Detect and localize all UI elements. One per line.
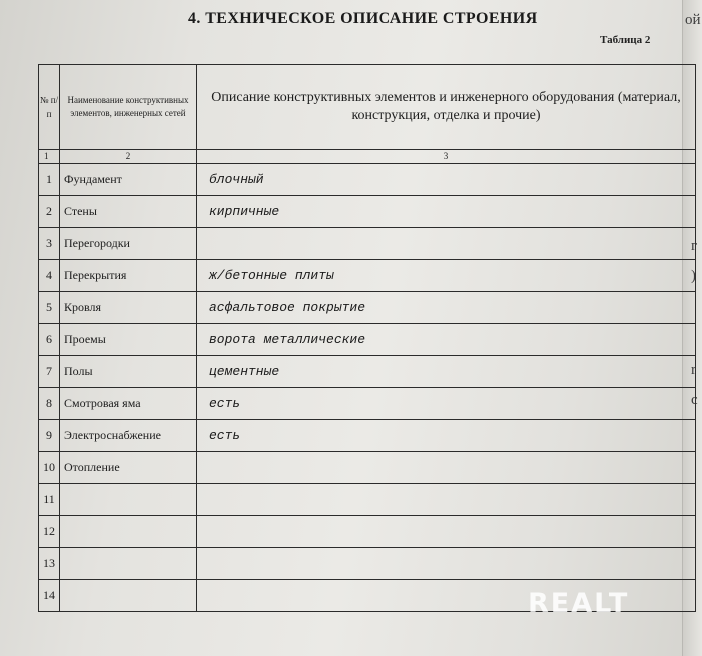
row-description: блочный (197, 164, 696, 196)
row-name: Полы (60, 356, 197, 388)
row-description: есть (197, 420, 696, 452)
table-row (39, 228, 696, 260)
row-number: 13 (39, 548, 60, 580)
row-name: Перегородки (60, 228, 197, 260)
edge-glyph: ой (685, 12, 701, 28)
row-number: 6 (39, 324, 60, 356)
technical-description-table (38, 64, 696, 612)
row-description: асфальтовое покрытие (197, 292, 696, 324)
row-number: 12 (39, 516, 60, 548)
header-row (39, 65, 696, 150)
table-row (39, 420, 696, 452)
table-label: Таблица 2 (600, 34, 651, 46)
row-number: 2 (39, 196, 60, 228)
row-name: Кровля (60, 292, 197, 324)
row-name: Электроснабжение (60, 420, 197, 452)
row-description: ворота металлические (197, 324, 696, 356)
row-number: 7 (39, 356, 60, 388)
header-col-description: Описание конструктивных элементов и инженерного оборудования (материал, конструкция, отделка и прочие) (197, 65, 696, 150)
row-number: 11 (39, 484, 60, 516)
row-description: есть (197, 388, 696, 420)
header-col-name: Наименование конструктивных элементов, инженерных сетей (60, 65, 197, 150)
row-description: цементные (197, 356, 696, 388)
row-name: Отопление (60, 452, 197, 484)
page-title: 4. ТЕХНИЧЕСКОЕ ОПИСАНИЕ СТРОЕНИЯ (188, 10, 538, 27)
row-name: Фундамент (60, 164, 197, 196)
row-description: ж/бетонные плиты (197, 260, 696, 292)
table-row (39, 516, 696, 548)
table-row (39, 292, 696, 324)
table-row (39, 452, 696, 484)
row-number: 4 (39, 260, 60, 292)
column-number: 3 (197, 150, 696, 164)
row-description (197, 516, 696, 548)
row-name: Перекрытия (60, 260, 197, 292)
header-col-number: № п/п (39, 65, 60, 150)
row-number: 3 (39, 228, 60, 260)
edge-glyph: c (691, 392, 698, 408)
table-row (39, 548, 696, 580)
row-name (60, 516, 197, 548)
row-name: Стены (60, 196, 197, 228)
edge-glyph: г (691, 238, 698, 254)
row-description (197, 452, 696, 484)
row-description (197, 228, 696, 260)
edge-glyph: r (691, 362, 696, 378)
row-number: 9 (39, 420, 60, 452)
table-row (39, 260, 696, 292)
table-row (39, 388, 696, 420)
table-row (39, 196, 696, 228)
column-numbers-row (39, 150, 696, 164)
row-name (60, 548, 197, 580)
table-row (39, 356, 696, 388)
column-number: 1 (39, 150, 60, 164)
column-number: 2 (60, 150, 197, 164)
row-name (60, 580, 197, 612)
table-row (39, 324, 696, 356)
row-description (197, 484, 696, 516)
row-description: кирпичные (197, 196, 696, 228)
row-name: Смотровая яма (60, 388, 197, 420)
table-row (39, 164, 696, 196)
row-name: Проемы (60, 324, 197, 356)
table-row (39, 484, 696, 516)
row-number: 14 (39, 580, 60, 612)
row-number: 10 (39, 452, 60, 484)
edge-glyph: ) (691, 268, 696, 284)
row-name (60, 484, 197, 516)
row-description (197, 548, 696, 580)
row-number: 8 (39, 388, 60, 420)
row-number: 5 (39, 292, 60, 324)
row-number: 1 (39, 164, 60, 196)
realt-watermark-logo: REALT (528, 588, 630, 619)
